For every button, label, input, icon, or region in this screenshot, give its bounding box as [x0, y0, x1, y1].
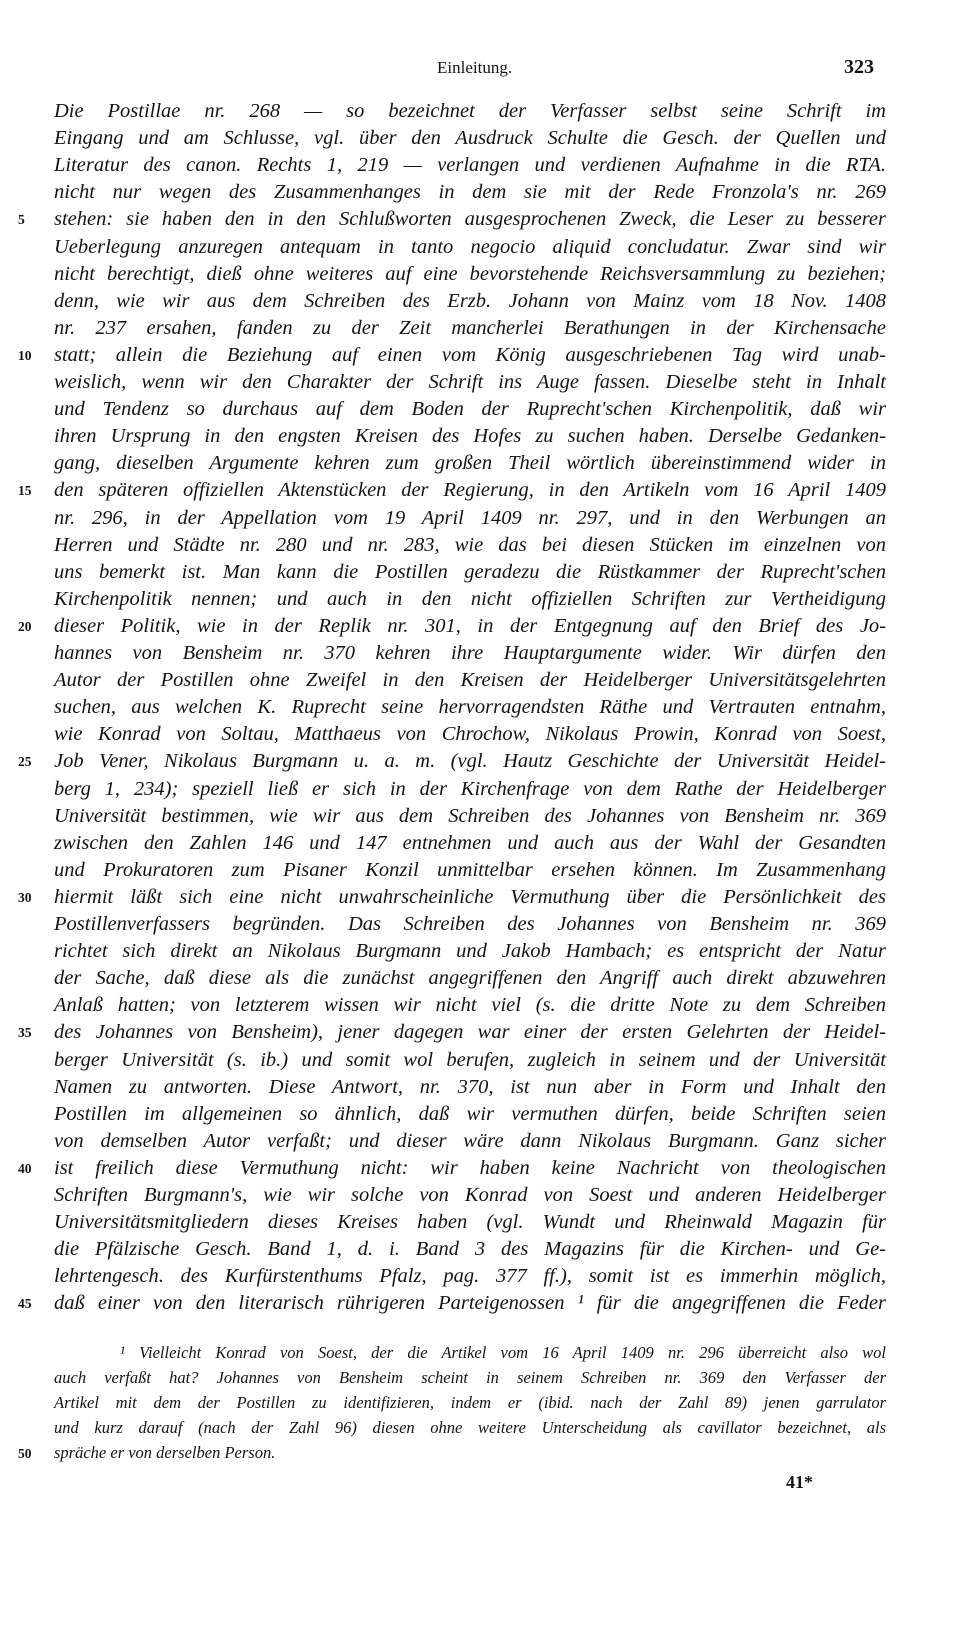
text-line: dieser Politik, wie in der Replik nr. 301, in der Entgegnung auf den Brief des Jo- — [54, 614, 886, 637]
text-line: ihren Ursprung in den engsten Kreisen des Hofes zu suchen haben. Derselbe Gedanken- — [54, 425, 886, 448]
text-line: statt; allein die Beziehung auf einen vom König ausgeschriebenen Tag wird unab- — [54, 343, 886, 366]
text-line: hiermit läßt sich eine nicht unwahrscheinliche Vermuthung über die Persönlichkeit des — [54, 885, 886, 908]
text-line: uns bemerkt ist. Man kann die Postillen geradezu die Rüstkammer der Ruprecht'schen — [54, 560, 886, 583]
footnote-line: auch verfaßt hat? Johannes von Bensheim scheint in seinem Schreiben nr. 369 den Verfasser der — [54, 1368, 886, 1387]
line-number: 10 — [18, 347, 32, 363]
footnote-line: und kurz darauf (nach der Zahl 96) diesen ohne weitere Unterscheidung als cavillator bezeichnet, als — [54, 1418, 886, 1437]
text-line: wie Konrad von Soltau, Matthaeus von Chrochow, Nikolaus Prowin, Konrad von Soest, — [54, 723, 886, 746]
footnote-line: spräche er von derselben Person. — [54, 1443, 276, 1462]
text-line: Postillenverfassers begründen. Das Schreiben des Johannes von Bensheim nr. 369 — [54, 913, 886, 935]
text-line: hannes von Bensheim nr. 370 kehren ihre Hauptargumente wider. Wir dürfen den — [54, 642, 886, 664]
line-number: 50 — [18, 1446, 32, 1461]
footnote-line: Artikel mit dem der Postillen zu identifizieren, indem er (ibid. nach der Zahl 89) jenen garrulator — [54, 1393, 886, 1412]
text-line: lehrtengesch. des Kurfürstenthums Pfalz, pag. 377 ff.), somit ist es immerhin möglich, — [54, 1265, 886, 1288]
text-line: ist freilich diese Vermuthung nicht: wir haben keine Nachricht von theologischen — [54, 1156, 886, 1179]
text-line: zwischen den Zahlen 146 und 147 entnehmen und auch aus der Wahl der Gesandten — [54, 831, 886, 854]
text-line: Literatur des canon. Rechts 1, 219 — verlangen und verdienen Aufnahme in die RTA. — [54, 154, 886, 177]
text-line: Anlaß hatten; von letzterem wissen wir nicht viel (s. die dritte Note zu dem Schreiben — [54, 994, 886, 1017]
text-line: nicht nur wegen des Zusammenhanges in dem sie mit der Rede Fronzola's nr. 269 — [54, 181, 886, 204]
text-line: berg 1, 234); speziell ließ er sich in der Kirchenfrage von dem Rathe der Heidelberger — [54, 777, 886, 800]
text-line: Postillen im allgemeinen so ähnlich, daß wir vermuthen dürfen, beide Schriften seien — [54, 1102, 886, 1125]
text-line: berger Universität (s. ib.) und somit wol berufen, zugleich in seinem und der Universität — [54, 1048, 886, 1071]
text-line: Schriften Burgmann's, wie wir solche von Konrad von Soest und anderen Heidelberger — [54, 1184, 886, 1206]
text-line: Job Vener, Nikolaus Burgmann u. a. m. (vgl. Hautz Geschichte der Universität Heidel- — [54, 750, 886, 773]
text-line: daß einer von den literarisch rührigeren Parteigenossen ¹ für die angegriffenen die Feder — [54, 1292, 886, 1315]
text-line: weislich, wenn wir den Charakter der Schrift ins Auge fassen. Dieselbe steht in Inhalt — [54, 371, 886, 393]
line-number: 45 — [18, 1296, 32, 1312]
running-header — [0, 58, 960, 88]
text-line: richtet sich direkt an Nikolaus Burgmann und Jakob Hambach; es entspricht der Natur — [54, 940, 886, 963]
text-line: Ueberlegung anzuregen antequam in tanto negocio aliquid concludatur. Zwar sind wir — [54, 235, 886, 258]
running-title: Einleitung. — [437, 58, 513, 77]
text-line: stehen: sie haben den in den Schlußworten ausgesprochenen Zweck, die Leser zu besserer — [54, 208, 886, 231]
text-line: die Pfälzische Gesch. Band 1, d. i. Band 3 des Magazins für die Kirchen- und Ge- — [54, 1238, 886, 1261]
text-line: Namen zu antworten. Diese Antwort, nr. 370, ist nun aber in Form und Inhalt den — [54, 1075, 886, 1098]
text-line: nr. 296, in der Appellation vom 19 April 1409 nr. 297, und in den Werbungen an — [54, 506, 886, 529]
line-number: 20 — [18, 618, 32, 634]
text-line: Universitätsmitgliedern dieses Kreises haben (vgl. Wundt und Rheinwald Magazin für — [54, 1211, 886, 1234]
footnote-line: ¹ Vielleicht Konrad von Soest, der die Artikel vom 16 April 1409 nr. 296 überreicht also wol — [120, 1343, 886, 1362]
text-line: von demselben Autor verfaßt; und dieser wäre dann Nikolaus Burgmann. Ganz sicher — [54, 1129, 886, 1152]
text-line: nicht berechtigt, dieß ohne weiteres auf eine bevorstehende Reichsversammlung zu beziehen; — [54, 262, 886, 285]
line-number: 30 — [18, 889, 32, 905]
text-line: Autor der Postillen ohne Zweifel in den Kreisen der Heidelberger Universitätsgelehrten — [54, 669, 886, 692]
text-line: des Johannes von Bensheim), jener dagegen war einer der ersten Gelehrten der Heidel- — [54, 1021, 886, 1044]
text-line: und Tendenz so durchaus auf dem Boden der Ruprecht'schen Kirchenpolitik, daß wir — [54, 398, 886, 421]
text-line: und Prokuratoren zum Pisaner Konzil unmittelbar ersehen können. Im Zusammenhang — [54, 858, 886, 881]
text-line: Universität bestimmen, wie wir aus dem Schreiben des Johannes von Bensheim nr. 369 — [54, 804, 886, 827]
text-line: der Sache, daß diese als die zunächst angegriffenen den Angriff auch direkt abzuwehren — [54, 967, 886, 990]
text-line: nr. 237 ersahen, fanden zu der Zeit mancherlei Berathungen in der Kirchensache — [54, 316, 886, 339]
signature-mark: 41* — [786, 1472, 813, 1492]
text-line: Herren und Städte nr. 280 und nr. 283, wie das bei diesen Stücken im einzelnen von — [54, 533, 886, 556]
text-line: gang, dieselben Argumente kehren zum großen Theil wörtlich übereinstimmend wider in — [54, 452, 886, 475]
line-number: 15 — [18, 483, 32, 499]
page-number: 323 — [844, 56, 874, 78]
line-number: 5 — [18, 212, 25, 228]
text-line: den späteren offiziellen Aktenstücken der Regierung, in den Artikeln vom 16 April 1409 — [54, 479, 886, 502]
line-number: 35 — [18, 1025, 32, 1041]
text-line: Kirchenpolitik nennen; und auch in den nicht offiziellen Schriften zur Vertheidigung — [54, 587, 886, 610]
text-line: denn, wie wir aus dem Schreiben des Erzb. Johann von Mainz vom 18 Nov. 1408 — [54, 289, 886, 312]
text-line: Eingang und am Schlusse, vgl. über den Ausdruck Schulte die Gesch. der Quellen und — [54, 127, 886, 150]
line-number: 40 — [18, 1160, 32, 1176]
line-number: 25 — [18, 754, 32, 770]
text-line: Die Postillae nr. 268 — so bezeichnet der Verfasser selbst seine Schrift im — [54, 100, 886, 122]
text-line: suchen, aus welchen K. Ruprecht seine hervorragendsten Räthe und Vertrauten entnahm, — [54, 696, 886, 719]
